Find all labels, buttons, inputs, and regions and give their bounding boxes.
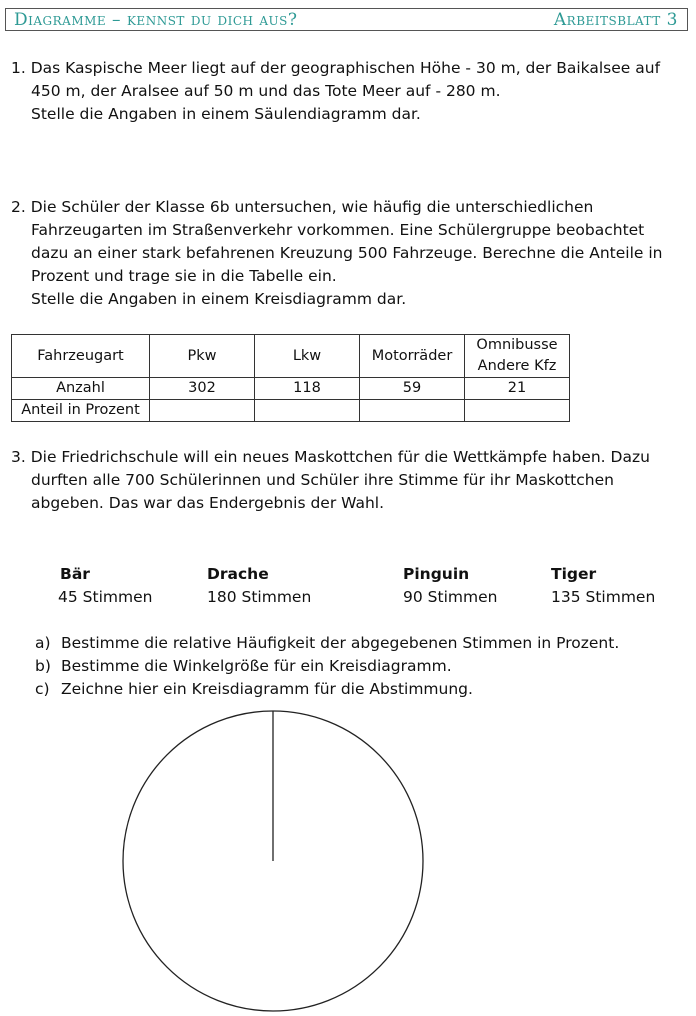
table-cell: 59 <box>360 378 465 400</box>
mascot-name: Pinguin <box>403 565 470 583</box>
column-header-andere-kfz: Andere Kfz <box>477 358 557 374</box>
mascot-drache <box>207 563 311 609</box>
percent-input-cell[interactable] <box>360 400 465 422</box>
worksheet-title: Diagramme – kennst du dich aus? <box>14 9 298 30</box>
task-2-line: Prozent und trage sie in die Tabelle ein. <box>31 267 337 285</box>
subtask-letter: b) <box>35 657 51 675</box>
table-cell: 21 <box>465 378 570 400</box>
mascot-votes: 135 Stimmen <box>551 588 656 606</box>
task-3-line: abgeben. Das war das Endergebnis der Wahl. <box>31 494 385 512</box>
task-2-line: Stelle die Angaben in einem Kreisdiagramm dar. <box>31 290 407 308</box>
task-2-line: Fahrzeugarten im Straßenverkehr vorkommen. Eine Schülergruppe beobachtet <box>31 221 645 239</box>
worksheet-number: Arbeitsblatt 3 <box>553 9 678 30</box>
task-1-line: Stelle die Angaben in einem Säulendiagramm dar. <box>31 105 421 123</box>
task-3-line: 3. Die Friedrichschule will ein neues Maskottchen für die Wettkämpfe haben. Dazu <box>11 448 650 466</box>
subtask-text: Bestimme die Winkelgröße für ein Kreisdiagramm. <box>61 657 452 675</box>
subtask-text: Zeichne hier ein Kreisdiagramm für die Abstimmung. <box>61 680 473 698</box>
task-2 <box>11 196 663 311</box>
task-1 <box>11 57 660 126</box>
mascot-name: Tiger <box>551 565 597 583</box>
subtask-letter: a) <box>35 634 51 652</box>
table-cell: 302 <box>150 378 255 400</box>
table-row-label: Anteil in Prozent <box>12 400 150 422</box>
task-3-line: durften alle 700 Schülerinnen und Schüler ihre Stimme für ihr Maskottchen <box>31 471 614 489</box>
mascot-votes: 90 Stimmen <box>403 588 498 606</box>
mascot-name: Drache <box>207 565 269 583</box>
table-row <box>12 400 570 422</box>
table-row-label: Anzahl <box>12 378 150 400</box>
table-row-label: Fahrzeugart <box>12 335 150 378</box>
table-row <box>12 378 570 400</box>
pie-chart-template[interactable] <box>118 708 428 1014</box>
mascot-tiger <box>551 563 655 609</box>
task-1-line: 450 m, der Aralsee auf 50 m und das Tote Meer auf - 280 m. <box>31 82 501 100</box>
table-row <box>12 335 570 378</box>
mascot-name: Bär <box>60 565 90 583</box>
subtask-text: Bestimme die relative Häufigkeit der abgegebenen Stimmen in Prozent. <box>61 634 620 652</box>
subtask-letter: c) <box>35 680 50 698</box>
table-cell: 118 <box>255 378 360 400</box>
column-header-pkw: Pkw <box>150 335 255 378</box>
task-2-line: dazu an einer stark befahrenen Kreuzung 500 Fahrzeuge. Berechne die Anteile in <box>31 244 663 262</box>
task-3 <box>11 446 650 515</box>
subtask-c <box>35 678 619 701</box>
subtask-list <box>35 632 619 701</box>
task-1-line: 1. Das Kaspische Meer liegt auf der geographischen Höhe - 30 m, der Baikalsee auf <box>11 59 661 77</box>
mascot-pinguin <box>403 563 497 609</box>
subtask-b <box>35 655 619 678</box>
task-2-line: 2. Die Schüler der Klasse 6b untersuchen, wie häufig die unterschiedlichen <box>11 198 594 216</box>
percent-input-cell[interactable] <box>465 400 570 422</box>
subtask-a <box>35 632 619 655</box>
percent-input-cell[interactable] <box>150 400 255 422</box>
vehicle-table <box>11 334 570 422</box>
mascot-votes: 45 Stimmen <box>58 588 153 606</box>
mascot-votes: 180 Stimmen <box>207 588 312 606</box>
column-header-motorraeder: Motorräder <box>360 335 465 378</box>
mascot-baer <box>58 563 152 609</box>
column-header-lkw: Lkw <box>255 335 360 378</box>
worksheet-header <box>5 8 688 31</box>
percent-input-cell[interactable] <box>255 400 360 422</box>
column-header-other <box>465 335 570 378</box>
column-header-omnibusse: Omnibusse <box>476 337 558 353</box>
